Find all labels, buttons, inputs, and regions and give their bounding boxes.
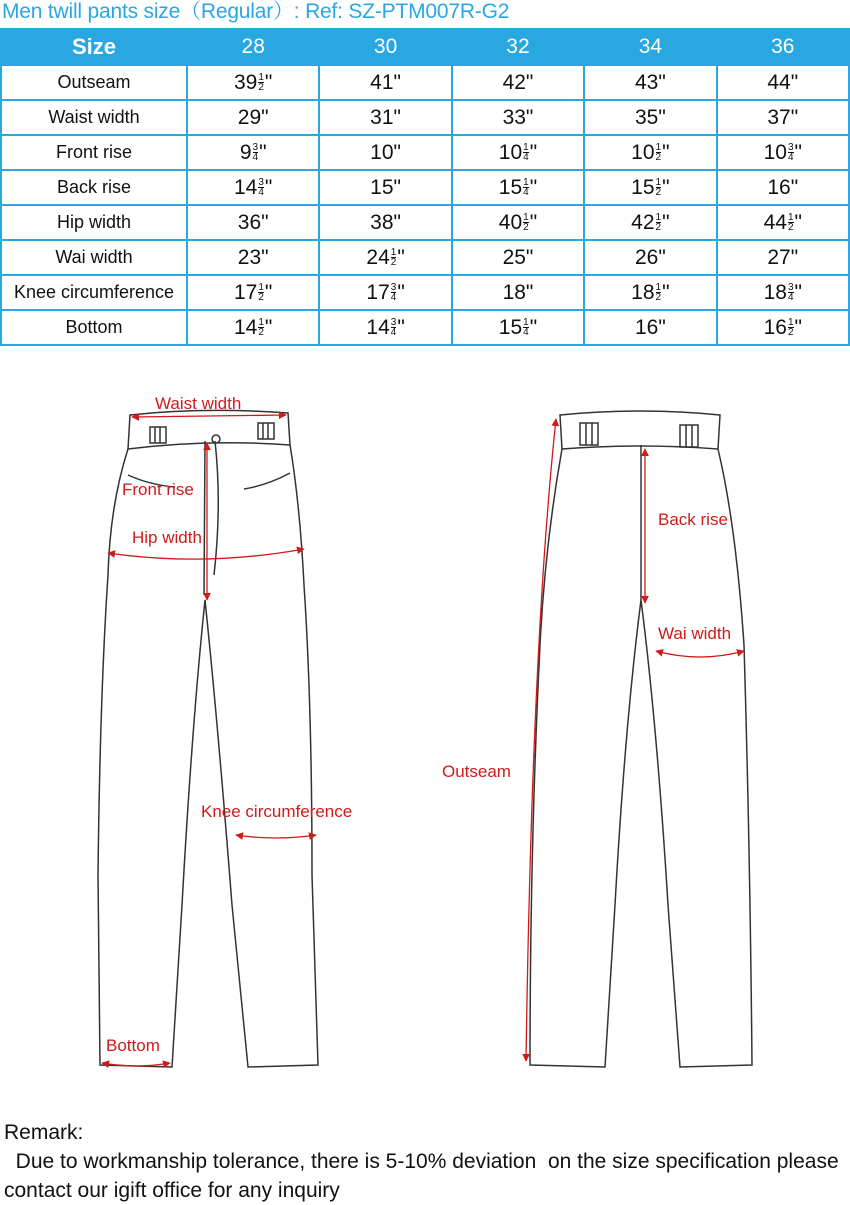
- cell-whole-value: 16: [634, 315, 659, 339]
- cell-fraction: $\frac{3}{4}$: [787, 282, 794, 304]
- size-cell: 14 $\frac{3}{4}$ ": [319, 310, 451, 345]
- cell-whole-value: 17: [366, 280, 390, 304]
- table-row: [1, 65, 849, 100]
- size-cell: 27": [717, 240, 849, 275]
- cell-whole-value: 33: [502, 105, 526, 129]
- size-cell: 25": [452, 240, 584, 275]
- cell-whole-value: 36: [237, 210, 262, 234]
- cell-fraction: $\frac{1}{2}$: [655, 212, 662, 234]
- cell-fraction: $\frac{1}{4}$: [523, 317, 529, 339]
- cell-whole-value: 39: [234, 70, 258, 94]
- row-label: Outseam: [1, 65, 187, 100]
- size-header-row: [1, 29, 849, 65]
- size-cell: 33": [452, 100, 584, 135]
- cell-whole-value: 16: [763, 315, 787, 339]
- cell-fraction: $\frac{1}{2}$: [787, 317, 794, 339]
- size-column-28: 28: [187, 29, 319, 65]
- cell-whole-value: 26: [634, 245, 659, 269]
- cell-whole-value: 37: [767, 105, 791, 129]
- size-cell: 38": [319, 205, 451, 240]
- row-label: Wai width: [1, 240, 187, 275]
- size-cell: 14 $\frac{1}{2}$ ": [187, 310, 319, 345]
- row-label: Waist width: [1, 100, 187, 135]
- cell-whole-value: 18: [631, 280, 655, 304]
- cell-whole-value: 18: [763, 280, 787, 304]
- cell-fraction: $\frac{3}{4}$: [252, 142, 259, 164]
- size-cell: 42 $\frac{1}{2}$ ": [584, 205, 716, 240]
- size-cell: 36": [187, 205, 319, 240]
- size-cell: 15 $\frac{1}{2}$ ": [584, 170, 716, 205]
- size-cell: 43": [584, 65, 716, 100]
- cell-fraction: $\frac{1}{4}$: [523, 142, 529, 164]
- label-hip-width: Hip width: [132, 528, 202, 547]
- cell-whole-value: 25: [502, 245, 526, 269]
- table-row: [1, 205, 849, 240]
- size-cell: 40 $\frac{1}{2}$ ": [452, 205, 584, 240]
- size-cell: 15": [319, 170, 451, 205]
- cell-fraction: $\frac{1}{2}$: [787, 212, 794, 234]
- size-cell: 31": [319, 100, 451, 135]
- label-waist-width: Waist width: [155, 394, 242, 413]
- cell-whole-value: 10: [763, 140, 787, 164]
- cell-whole-value: 18: [502, 280, 526, 304]
- size-chart-table: [0, 28, 850, 346]
- size-cell: 23": [187, 240, 319, 275]
- cell-whole-value: 10: [498, 140, 523, 164]
- size-cell: 24 $\frac{1}{2}$ ": [319, 240, 451, 275]
- cell-whole-value: 14: [234, 315, 258, 339]
- label-bottom: Bottom: [106, 1036, 160, 1055]
- table-row: [1, 100, 849, 135]
- front-measure-lines: [102, 415, 316, 1066]
- size-cell: 18": [452, 275, 584, 310]
- cell-whole-value: 15: [498, 175, 523, 199]
- cell-whole-value: 14: [234, 175, 258, 199]
- size-cell: 16 $\frac{1}{2}$ ": [717, 310, 849, 345]
- size-cell: 10 $\frac{3}{4}$ ": [717, 135, 849, 170]
- cell-whole-value: 24: [366, 245, 390, 269]
- size-cell: 44 $\frac{1}{2}$ ": [717, 205, 849, 240]
- cell-fraction: $\frac{1}{2}$: [655, 282, 662, 304]
- cell-fraction: $\frac{3}{4}$: [390, 282, 397, 304]
- cell-whole-value: 42: [502, 70, 526, 94]
- cell-whole-value: 38: [370, 210, 394, 234]
- front-pants-illustration: [98, 410, 318, 1067]
- label-wai-width: Wai width: [658, 624, 732, 643]
- cell-whole-value: 14: [366, 315, 390, 339]
- page-title: Men twill pants size（Regular）: Ref: SZ-PTM007R-G2: [2, 0, 510, 23]
- cell-whole-value: 15: [370, 175, 394, 199]
- table-row: [1, 135, 849, 170]
- cell-fraction: $\frac{1}{2}$: [523, 212, 529, 234]
- cell-fraction: $\frac{1}{4}$: [523, 177, 529, 199]
- size-column-30: 30: [319, 29, 451, 65]
- label-outseam: Outseam: [442, 762, 511, 781]
- label-back-rise: Back rise: [658, 510, 728, 529]
- row-label: Back rise: [1, 170, 187, 205]
- size-header-label: Size: [1, 29, 187, 65]
- cell-fraction: $\frac{1}{2}$: [655, 142, 662, 164]
- table-row: [1, 275, 849, 310]
- cell-fraction: $\frac{3}{4}$: [258, 177, 264, 199]
- label-front-rise: Front rise: [122, 480, 194, 499]
- size-cell: 9 $\frac{3}{4}$ ": [187, 135, 319, 170]
- size-cell: 16": [717, 170, 849, 205]
- cell-whole-value: 10: [370, 140, 394, 164]
- cell-whole-value: 35: [634, 105, 659, 129]
- cell-fraction: $\frac{1}{2}$: [390, 247, 397, 269]
- cell-whole-value: 41: [370, 70, 394, 94]
- size-column-34: 34: [584, 29, 716, 65]
- size-cell: 29": [187, 100, 319, 135]
- cell-fraction: $\frac{3}{4}$: [787, 142, 794, 164]
- size-column-32: 32: [452, 29, 584, 65]
- cell-whole-value: 42: [631, 210, 655, 234]
- row-label: Hip width: [1, 205, 187, 240]
- size-cell: 35": [584, 100, 716, 135]
- size-cell: 10 $\frac{1}{4}$ ": [452, 135, 584, 170]
- cell-whole-value: 15: [631, 175, 655, 199]
- cell-whole-value: 44: [763, 210, 787, 234]
- size-cell: 44": [717, 65, 849, 100]
- cell-whole-value: 15: [498, 315, 523, 339]
- cell-fraction: $\frac{1}{2}$: [258, 72, 264, 94]
- size-cell: 26": [584, 240, 716, 275]
- row-label: Bottom: [1, 310, 187, 345]
- cell-whole-value: 10: [631, 140, 655, 164]
- cell-whole-value: 23: [237, 245, 262, 269]
- row-label: Front rise: [1, 135, 187, 170]
- pants-measurement-diagram: [0, 345, 850, 1115]
- cell-whole-value: 27: [767, 245, 791, 269]
- size-cell: 10": [319, 135, 451, 170]
- size-cell: 18 $\frac{3}{4}$ ": [717, 275, 849, 310]
- label-knee-circumference: Knee circumference: [201, 802, 353, 821]
- remark-heading: Remark:: [4, 1121, 84, 1144]
- remark-line-2: contact our igift office for any inquiry: [4, 1179, 340, 1202]
- row-label: Knee circumference: [1, 275, 187, 310]
- size-cell: 15 $\frac{1}{4}$ ": [452, 170, 584, 205]
- cell-fraction: $\frac{3}{4}$: [390, 317, 397, 339]
- table-row: [1, 240, 849, 275]
- size-cell: 18 $\frac{1}{2}$ ": [584, 275, 716, 310]
- table-row: [1, 310, 849, 345]
- cell-whole-value: 9: [239, 140, 252, 164]
- cell-whole-value: 43: [634, 70, 659, 94]
- size-cell: 39 $\frac{1}{2}$ ": [187, 65, 319, 100]
- remark-line-1: Due to workmanship tolerance, there is 5-10% deviation on the size specification please: [4, 1150, 839, 1173]
- cell-whole-value: 44: [767, 70, 791, 94]
- cell-whole-value: 17: [234, 280, 258, 304]
- size-cell: 15 $\frac{1}{4}$ ": [452, 310, 584, 345]
- cell-fraction: $\frac{1}{2}$: [655, 177, 662, 199]
- size-cell: 41": [319, 65, 451, 100]
- size-cell: 14 $\frac{3}{4}$ ": [187, 170, 319, 205]
- size-table-body: [1, 65, 849, 345]
- size-cell: 42": [452, 65, 584, 100]
- size-cell: 17 $\frac{1}{2}$ ": [187, 275, 319, 310]
- cell-whole-value: 16: [767, 175, 791, 199]
- size-cell: 37": [717, 100, 849, 135]
- size-cell: 17 $\frac{3}{4}$ ": [319, 275, 451, 310]
- cell-fraction: $\frac{1}{2}$: [258, 317, 264, 339]
- cell-whole-value: 29: [237, 105, 262, 129]
- cell-whole-value: 40: [498, 210, 523, 234]
- table-row: [1, 170, 849, 205]
- cell-fraction: $\frac{1}{2}$: [258, 282, 264, 304]
- size-column-36: 36: [717, 29, 849, 65]
- size-cell: 16": [584, 310, 716, 345]
- remark-section: [4, 1118, 850, 1205]
- size-cell: 10 $\frac{1}{2}$ ": [584, 135, 716, 170]
- cell-whole-value: 31: [370, 105, 394, 129]
